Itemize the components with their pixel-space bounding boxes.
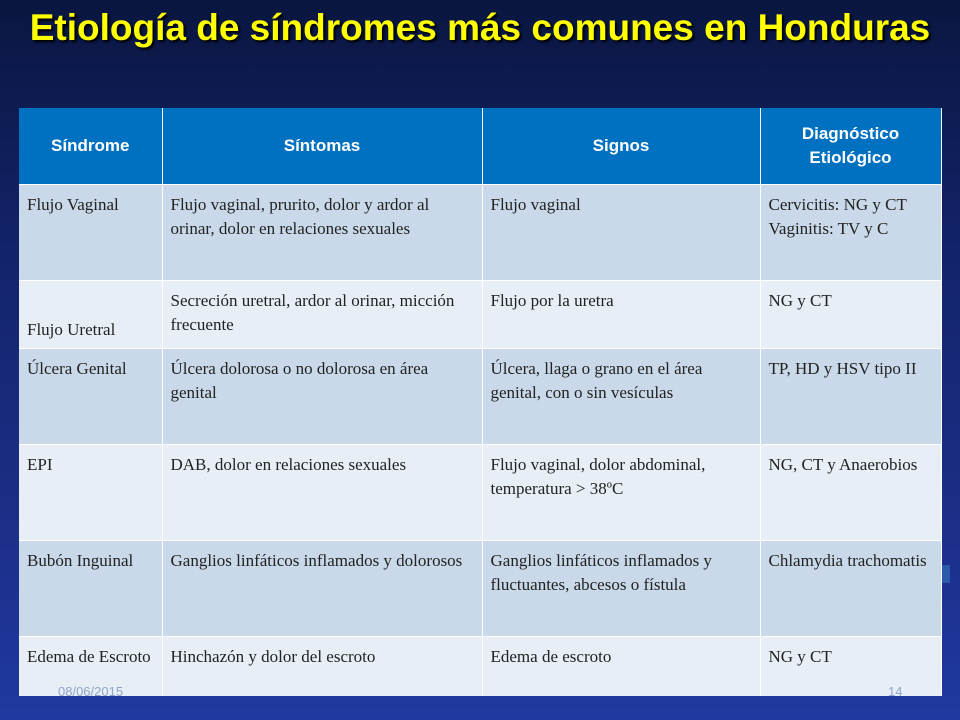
decorative-edge-mark <box>942 565 950 583</box>
table-row <box>19 185 941 281</box>
cell-signos: Flujo vaginal, dolor abdominal, temperatura > 38ºC <box>482 445 760 541</box>
table-row <box>19 349 941 445</box>
cell-signos: Úlcera, llaga o grano en el área genital, con o sin vesículas <box>482 349 760 445</box>
table-row <box>19 541 941 637</box>
cell-sintomas: Secreción uretral, ardor al orinar, micción frecuente <box>162 281 482 349</box>
cell-sindrome: Flujo Vaginal <box>19 185 162 281</box>
table-header-row <box>19 108 941 185</box>
header-sindrome: Síndrome <box>19 108 162 185</box>
footer-date: 08/06/2015 <box>58 684 124 699</box>
header-signos: Signos <box>482 108 760 185</box>
syndrome-table <box>19 108 942 696</box>
syndrome-table-container <box>19 108 941 696</box>
cell-sintomas: Úlcera dolorosa o no dolorosa en área genital <box>162 349 482 445</box>
cell-diagnostico: NG y CT <box>760 281 941 349</box>
cell-diagnostico: Cervicitis: NG y CT Vaginitis: TV y C <box>760 185 941 281</box>
cell-sindrome: Flujo Uretral <box>19 281 162 349</box>
cell-diagnostico: Chlamydia trachomatis <box>760 541 941 637</box>
table-row <box>19 637 941 697</box>
footer-page-number: 14 <box>888 684 903 699</box>
cell-sintomas: Ganglios linfáticos inflamados y dolorosos <box>162 541 482 637</box>
cell-sindrome: Edema de Escroto <box>19 637 162 697</box>
cell-sindrome: Úlcera Genital <box>19 349 162 445</box>
cell-diagnostico: NG y CT <box>760 637 941 697</box>
header-diagnostico: Diagnóstico Etiológico <box>760 108 941 185</box>
cell-diagnostico: TP, HD y HSV tipo II <box>760 349 941 445</box>
cell-signos: Edema de escroto <box>482 637 760 697</box>
cell-signos: Flujo vaginal <box>482 185 760 281</box>
table-row <box>19 445 941 541</box>
header-sintomas: Síntomas <box>162 108 482 185</box>
cell-signos: Flujo por la uretra <box>482 281 760 349</box>
slide-title: Etiología de síndromes más comunes en Honduras <box>29 7 931 48</box>
table-row <box>19 281 941 349</box>
cell-sintomas: DAB, dolor en relaciones sexuales <box>162 445 482 541</box>
cell-diagnostico: NG, CT y Anaerobios <box>760 445 941 541</box>
cell-sintomas: Flujo vaginal, prurito, dolor y ardor al orinar, dolor en relaciones sexuales <box>162 185 482 281</box>
cell-sindrome: EPI <box>19 445 162 541</box>
cell-signos: Ganglios linfáticos inflamados y fluctuantes, abcesos o fístula <box>482 541 760 637</box>
cell-sintomas: Hinchazón y dolor del escroto <box>162 637 482 697</box>
cell-sindrome: Bubón Inguinal <box>19 541 162 637</box>
